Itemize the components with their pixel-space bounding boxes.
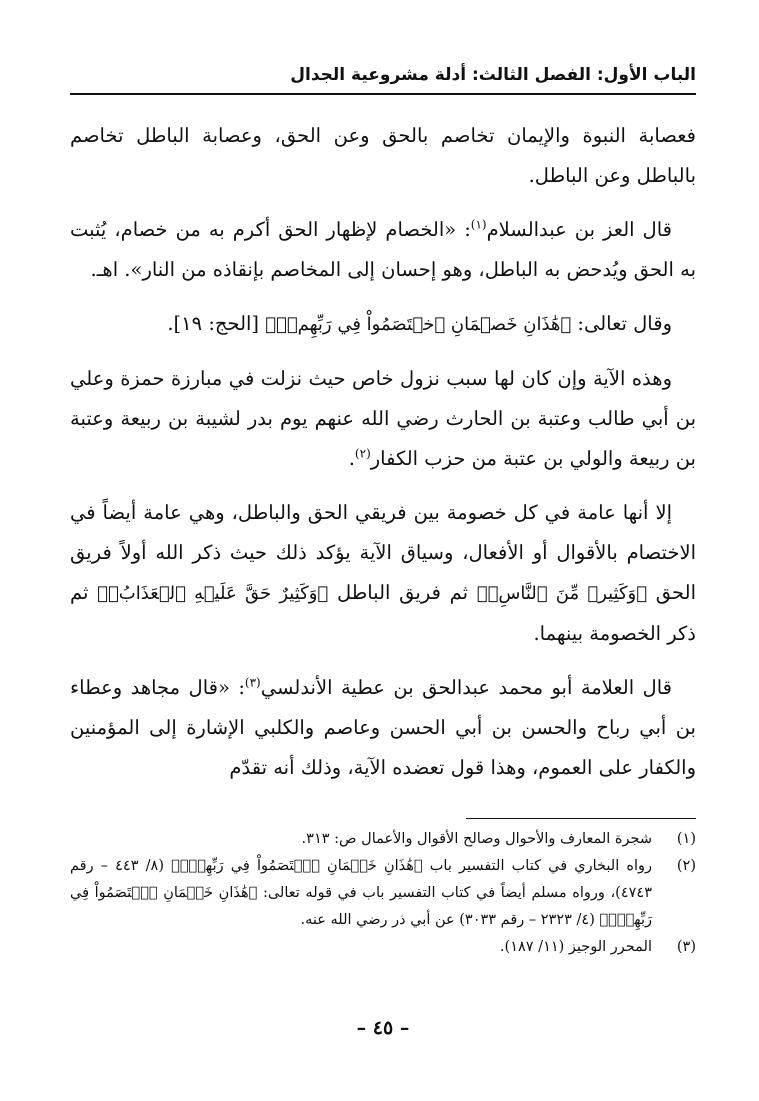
paragraph-6 xyxy=(70,668,696,788)
footnote-number: (٢) xyxy=(676,858,696,874)
footnote-1 xyxy=(70,826,696,853)
paragraph-6-text-after: : «قال مجاهد وعطاء بن أبي رباح والحسن بن أبي الحسن وعاصم والكلبي الإشارة إلى المؤمنين والكفار على العموم، وهذا قول تعضده الآية، وذلك أنه تقدّم xyxy=(70,676,696,779)
paragraph-3-text-before: وقال تعالى: xyxy=(571,312,672,335)
main-text xyxy=(70,116,696,802)
paragraph-4 xyxy=(70,359,696,479)
running-header: الباب الأول: الفصل الثالث: أدلة مشروعية الجدال xyxy=(290,65,696,85)
paragraph-4-text-before: وهذه الآية وإن كان لها سبب نزول خاص حيث نزلت في مبارزة حمزة وعلي بن أبي طالب وعتبة بن الحارث رضي الله عنهم يوم بدر لشيبة بن ربيعة وعتبة بن ربيعة والولي بن عتبة من حزب الكفار xyxy=(70,367,696,470)
footnote-number: (٣) xyxy=(676,939,696,955)
paragraph-5 xyxy=(70,493,696,654)
paragraph-2-text-after: : «الخصام لإظهار الحق أكرم به من خصام، يُثبت به الحق ويُدحض به الباطل، وهو إحسان إلى المخاصم بإنقاذه من النار». اهـ. xyxy=(70,218,696,281)
footnote-ref-1[interactable]: (١) xyxy=(470,217,487,232)
footnote-text: المحرر الوجيز (١١/ ١٨٧). xyxy=(499,939,652,955)
paragraph-1: فعصابة النبوة والإيمان تخاصم بالحق وعن الحق، وعصابة الباطل تخاصم بالباطل وعن الباطل. xyxy=(70,124,696,187)
quran-verse: ﴿وَكَثِيرٌ حَقَّ عَلَيۡهِ ٱلۡعَذَابُۗ﴾ xyxy=(97,583,329,604)
quran-verse: ﴿وَكَثِيرٞ مِّنَ ٱلنَّاسِۖ﴾ xyxy=(476,583,648,604)
footnotes xyxy=(70,826,696,961)
header-rule xyxy=(70,93,696,95)
paragraph-2-text-before: قال العز بن عبدالسلام xyxy=(486,218,672,241)
paragraph-5-text-1: إلا أنها عامة في كل خصومة بين فريقي الحق والباطل، وهي عامة أيضاً في الاختصام بالأقوال أو الأفعال، وسياق الآية يؤكد ذلك حيث ذكر الله أولاً فريق الحق xyxy=(70,501,696,604)
footnote-text: شجرة المعارف والأحوال وصالح الأقوال والأعمال ص: ٣١٣. xyxy=(301,831,652,847)
footnote-text: رواه البخاري في كتاب التفسير باب ﴿هَٰذَانِ خَصۡمَانِ ٱخۡتَصَمُواْ فِي رَبِّهِمۡۖ﴾ (٨/ ٤٤٣ – رقم ٤٧٤٣)، ورواه مسلم أيضاً في كتاب التفسير باب في قوله تعالى: ﴿هَٰذَانِ خَصۡمَانِ ٱخۡتَصَمُواْ فِي رَبِّهِمۡۖ﴾ (٤/ ٢٣٢٣ – رقم ٣٠٣٣) عن أبي ذر رضي الله عنه. xyxy=(70,858,652,928)
footnote-ref-2[interactable]: (٢) xyxy=(354,446,371,461)
paragraph-5-text-2: ثم فريق الباطل xyxy=(328,581,477,604)
paragraph-2 xyxy=(70,210,696,290)
paragraph-3-text-after: [الحج: ١٩]. xyxy=(167,312,266,335)
paragraph-6-text-before: قال العلامة أبو محمد عبدالحق بن عطية الأندلسي xyxy=(260,676,672,699)
quran-verse: ﴿هَٰذَانِ خَصۡمَانِ ٱخۡتَصَمُواْ فِي رَبِّهِمۡۖ﴾ xyxy=(265,314,572,335)
footnote-3 xyxy=(70,934,696,961)
footnote-ref-3[interactable]: (٣) xyxy=(244,675,261,690)
footnote-separator xyxy=(466,818,696,819)
paragraph-5-text-3: ثم ذكر الخصومة بينهما. xyxy=(70,581,696,645)
paragraph-4-text-after: . xyxy=(348,447,355,470)
page-number: – ٤٥ – xyxy=(356,1017,410,1039)
document-page xyxy=(70,0,696,1101)
footnote-number: (١) xyxy=(676,831,696,847)
footnote-2 xyxy=(70,853,696,934)
paragraph-3 xyxy=(70,304,696,345)
